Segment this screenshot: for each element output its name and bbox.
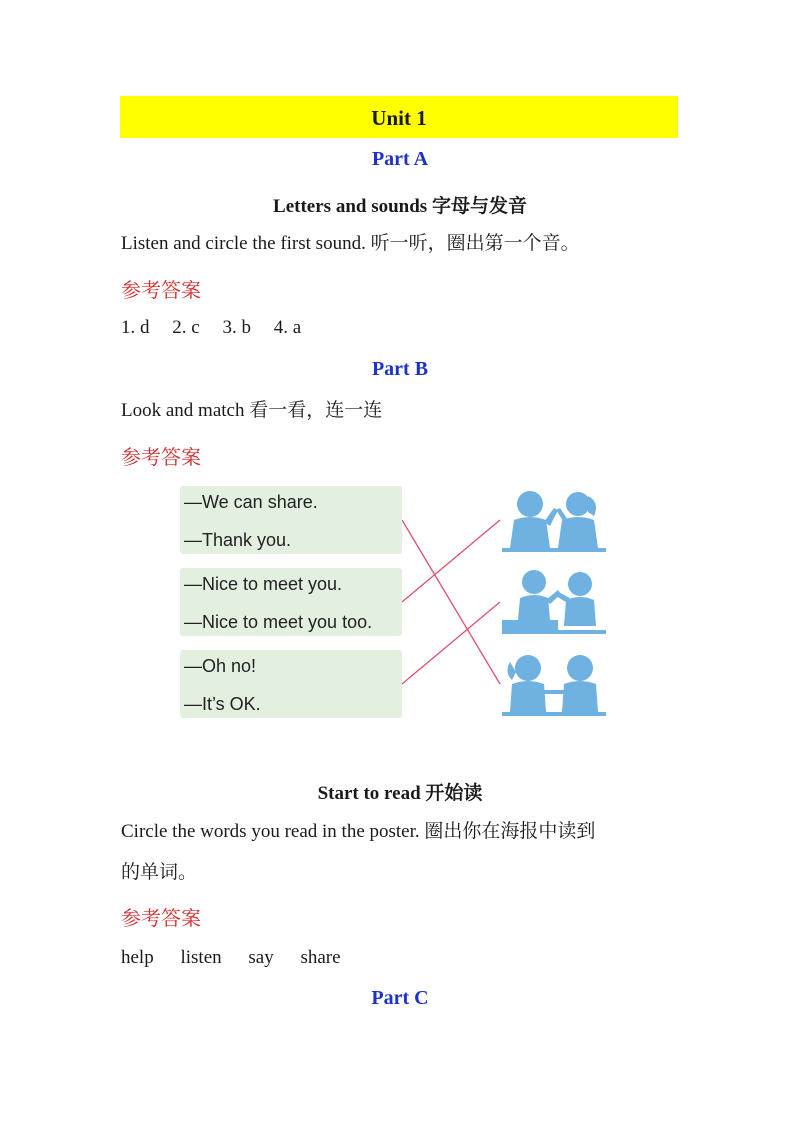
start-to-read-instruction-2: 的单词。 xyxy=(121,862,198,883)
answer-item: 1. d xyxy=(121,317,150,338)
word-item: share xyxy=(300,947,341,968)
dialogue-box xyxy=(180,650,402,718)
match-line xyxy=(402,520,500,602)
dialogue-line: —Thank you. xyxy=(184,530,292,550)
part-a-answer-label: 参考答案 xyxy=(121,280,201,302)
dialogue-line: —Nice to meet you too. xyxy=(184,612,373,632)
start-to-read-answer-label: 参考答案 xyxy=(121,908,201,930)
part-a-instruction: Listen and circle the first sound. 听一听，圈出第一个音。 xyxy=(121,233,580,254)
dialogue-line: —Nice to meet you. xyxy=(184,574,343,594)
match-line xyxy=(402,520,500,684)
dialogue-line: —Oh no! xyxy=(184,656,257,676)
answer-item: 2. c xyxy=(172,317,200,338)
dialogue-line: —We can share. xyxy=(184,492,318,512)
two-children-sharing-icon xyxy=(500,650,608,716)
match-line xyxy=(402,602,500,684)
part-a-answers xyxy=(121,308,686,348)
letters-sounds-title: Letters and sounds 字母与发音 xyxy=(273,196,527,217)
two-children-waving-icon xyxy=(500,486,608,552)
answer-item: 3. b xyxy=(222,317,251,338)
start-to-read-words xyxy=(121,938,686,978)
word-item: listen xyxy=(180,947,222,968)
unit-title-banner: Unit 1 xyxy=(120,96,678,138)
matching-exercise xyxy=(180,486,610,726)
answer-item: 4. a xyxy=(273,317,302,338)
part-a-heading: Part A xyxy=(371,148,429,170)
two-children-drawing-icon xyxy=(500,568,608,634)
word-item: help xyxy=(121,947,154,968)
dialogue-line: —It’s OK. xyxy=(184,694,261,714)
part-b-instruction: Look and match 看一看，连一连 xyxy=(121,400,383,421)
word-item: say xyxy=(248,947,274,968)
dialogue-box xyxy=(180,486,402,554)
start-to-read-title: Start to read 开始读 xyxy=(317,783,483,804)
part-c-heading: Part C xyxy=(371,987,429,1009)
start-to-read-instruction-1: Circle the words you read in the poster. 圈出你在海报中读到 xyxy=(121,821,596,842)
dialogue-box xyxy=(180,568,402,636)
part-b-heading: Part B xyxy=(371,358,429,380)
part-b-answer-label: 参考答案 xyxy=(121,447,201,469)
